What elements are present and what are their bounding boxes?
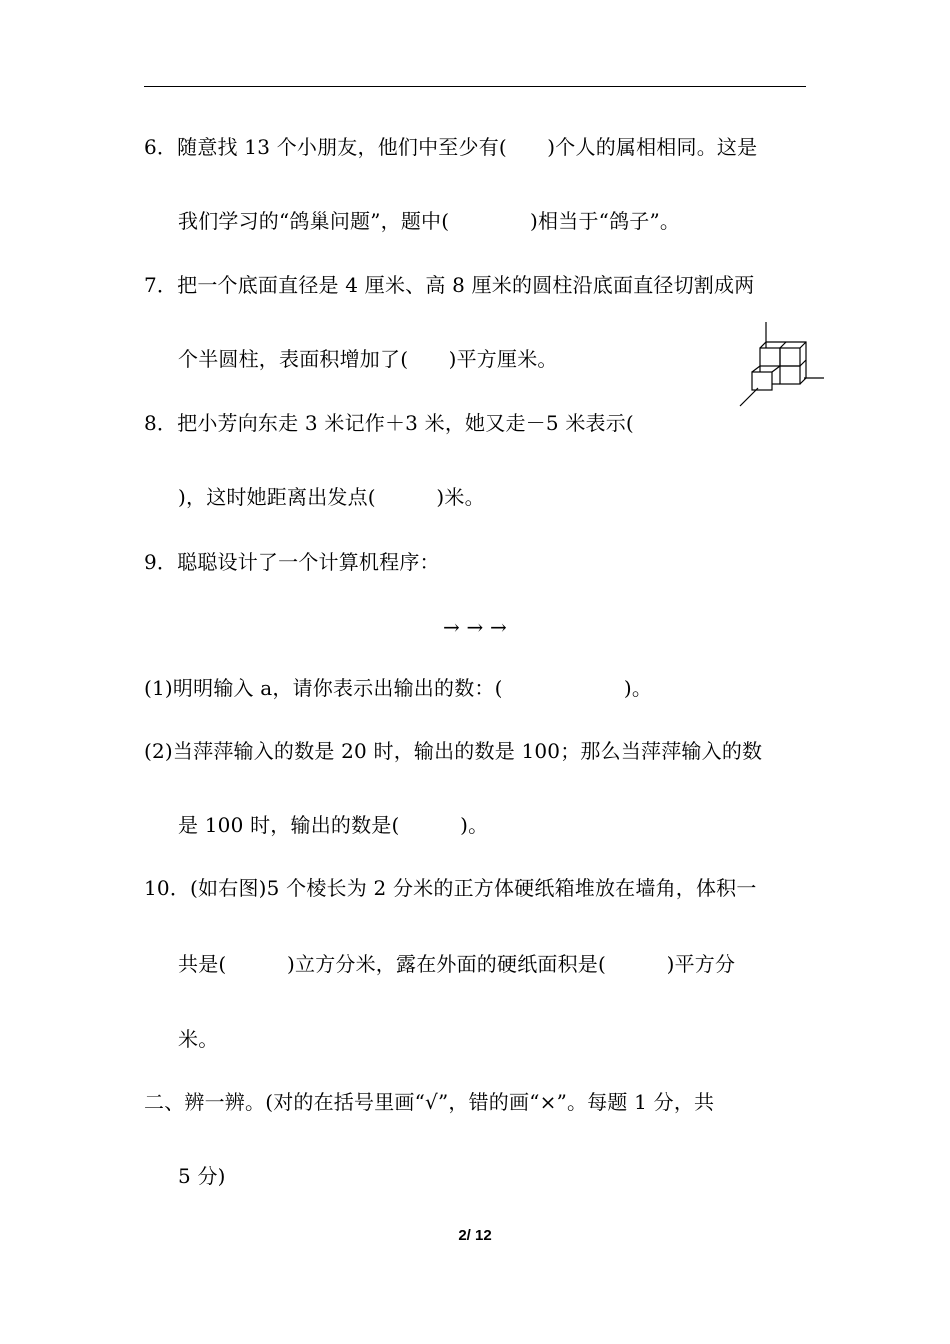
q8-line-1: 8．把小芳向东走 3 米记作＋3 米，她又走－5 米表示( (144, 411, 634, 435)
q10-line-3: 米。 (178, 1027, 219, 1051)
q10-line-2: 共是( )立方分米，露在外面的硬纸面积是( )平方分 (178, 952, 736, 976)
q6-line-2: 我们学习的“鸽巢问题”，题中( )相当于“鸽子”。 (178, 209, 681, 233)
section2-heading-line-2: 5 分) (178, 1164, 226, 1188)
q7-line-2: 个半圆柱，表面积增加了( )平方厘米。 (178, 347, 558, 371)
q9-part2-line-1: (2)当萍萍输入的数是 20 时，输出的数是 100；那么当萍萍输入的数 (144, 739, 763, 763)
q6-line-1: 6．随意找 13 个小朋友，他们中至少有( )个人的属相相同。这是 (144, 135, 758, 159)
q7-line-1: 7．把一个底面直径是 4 厘米、高 8 厘米的圆柱沿底面直径切割成两 (144, 273, 755, 297)
stacked-cubes-figure (736, 318, 828, 410)
q8-line-2: )，这时她距离出发点( )米。 (178, 485, 485, 509)
q9-line-1: 9．聪聪设计了一个计算机程序： (144, 550, 440, 574)
q10-line-1: 10．(如右图)5 个棱长为 2 分米的正方体硬纸箱堆放在墙角，体积一 (144, 876, 757, 900)
header-rule (144, 86, 806, 87)
section2-heading-line-1: 二、辨一辨。(对的在括号里画“√”，错的画“×”。每题 1 分，共 (144, 1090, 715, 1114)
q9-part2-line-2: 是 100 时，输出的数是( )。 (178, 813, 489, 837)
program-arrows: → → → (443, 615, 507, 639)
q9-part1: (1)明明输入 a，请你表示出输出的数：( )。 (144, 676, 653, 700)
page-number: 2/ 12 (458, 1227, 492, 1244)
